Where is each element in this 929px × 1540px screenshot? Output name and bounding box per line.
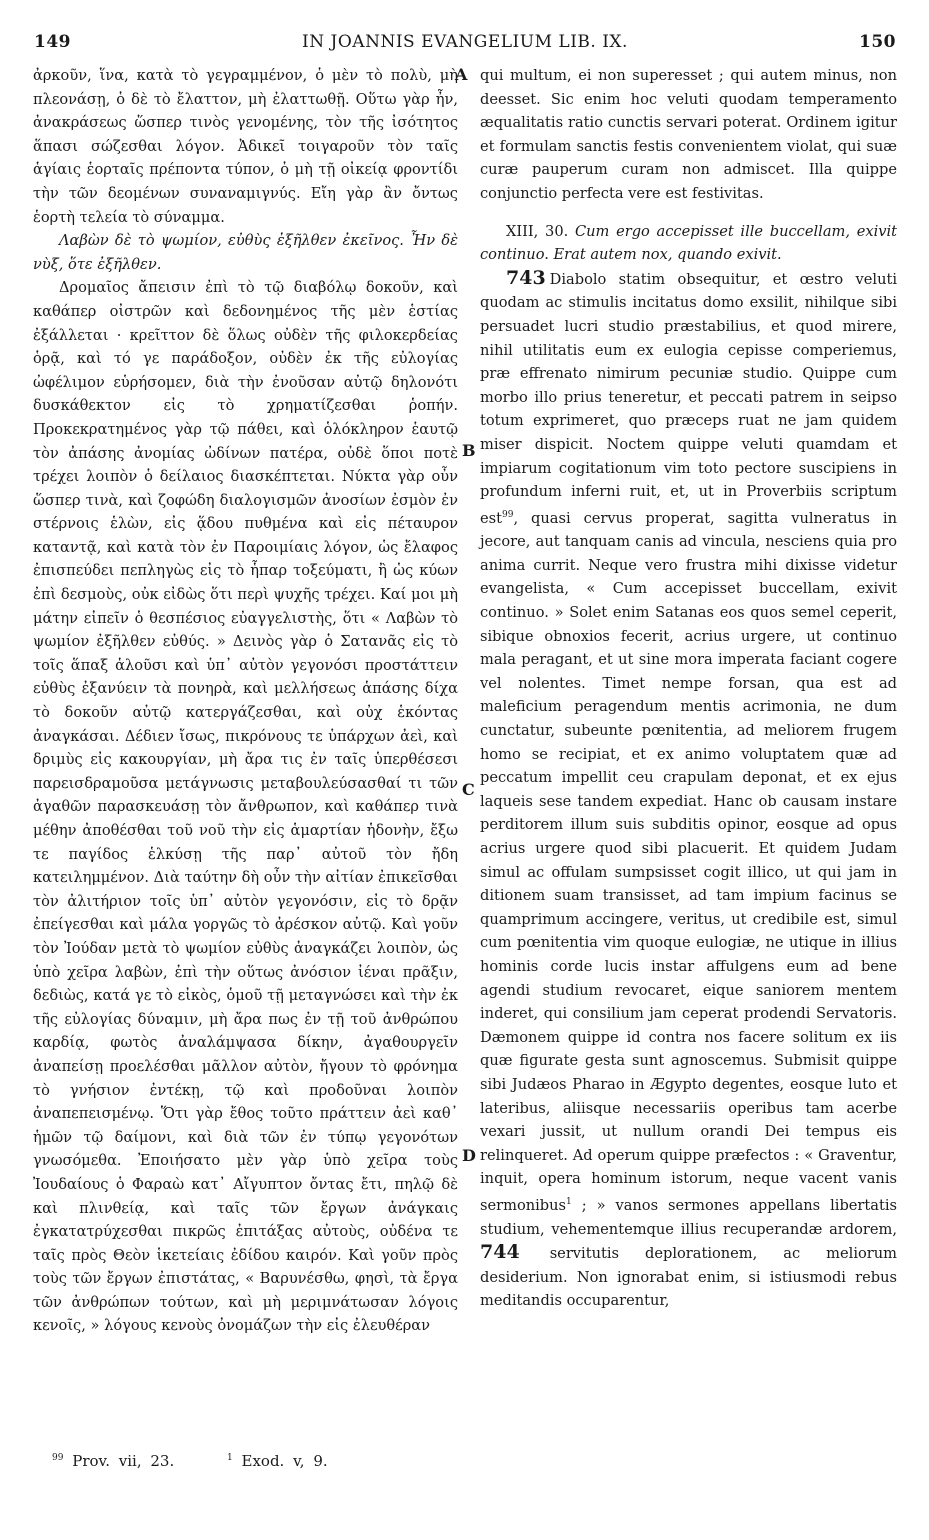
margin-letter-c: C — [462, 780, 475, 799]
latin-lemma — [480, 220, 897, 267]
margin-letter-d: D — [462, 1146, 476, 1165]
footnote-mark: 1 — [227, 1453, 233, 1463]
latin-text: Diabolo statim obsequitur, et œstro veluti quodam ac stimulis incitatus domo exsilit, nihilque sibi persuadet lucri studio præstabilius, et quod mirere, nihil utilitatis eum ex eulogia cepisse comperiemus, præ effrenato nimirum pecuniæ studio. Quippe cum morbo illo prius teneretur, et peccati patrem in seipso totum exprimeret, quo præceps ruat ne jam quidem miser dispicit. Noctem quippe veluti quamdam et impiarum cogitationum vim toto pectore suscipiens in profundum inferni ruit, et, ut in Proverbiis scriptum est — [480, 270, 897, 527]
column-number-744: 744 — [480, 1241, 520, 1264]
latin-paragraph: qui multum, ei non superesset ; qui autem minus, non deesset. Sic enim hoc veluti quodam temperamento æqualitatis ratio cunctis servari poterat. Ordinem igitur et formulam sanctis festis convenientem violat, qui suæ curæ pauperum curam non admiscet. Illa quippe conjunctio perfecta vere est festivitas. — [480, 67, 897, 202]
page-number-left: 149 — [34, 32, 71, 52]
margin-letter-a: A — [455, 65, 468, 84]
footnote-ref: 99 — [502, 509, 514, 520]
footnote-text: Exod. v, 9. — [241, 1452, 328, 1470]
latin-paragraph — [480, 267, 897, 1313]
greek-paragraph: ἀρκοῦν, ἵνα, κατὰ τὸ γεγραμμένον, ὁ μὲν τὸ πολὺ, μὴ πλεονάσῃ, ὁ δὲ τὸ ἔλαττον, μὴ ἐλαττωθῇ. Οὕτω γὰρ ἦν, ἀνακράσεως ὥσπερ τινὸς γενομένης, τὸν τῆς ἰσότητος ἅπασι σώζεσθαι λόγον. Ἀδικεῖ τοιγαροῦν τὸν ταῖς ἁγίαις ἑορταῖς πρέποντα τύπον, ὁ μὴ τῇ οἰκείᾳ φροντίδι τὴν τῶν δεομένων συναναμιγνύς. Εἴη γὰρ ἂν ὄντως ἑορτὴ τελεία τὸ σύναμμα. — [33, 67, 458, 226]
margin-letter-b: B — [462, 441, 476, 460]
latin-text: ; » vanos sermones appellans libertatis studium, vehementemque illius recuperandæ ardorem, — [480, 1196, 897, 1238]
footnote-1 — [52, 1452, 196, 1470]
lemma-reference: XIII, 30. — [506, 222, 569, 240]
column-number-743: 743 — [506, 266, 546, 289]
greek-column — [33, 64, 458, 1338]
lemma-text: Cum ergo accepisset ille buccellam, exivit continuo. Erat autem nox, quando exivit. — [480, 222, 898, 264]
footnote-text: Prov. vii, 23. — [72, 1452, 175, 1470]
footnotes — [52, 1452, 372, 1470]
latin-text: , quasi cervus properat, sagitta vulneratus in jecore, aut tanquam canis ad vincula, nesciens quia pro anima currit. Neque vero frustra mihi dixisse videtur evangelista, « Cum accepisset buccellam, exivit continuo. » Solet enim Satanas eos quos semel ceperit, sibique obnoxios fecerit, acrius urgere, ut continuo mala peragant, et ut sine mora imperata faciant cogere vel nolentes. Timet nempe forsan, qua est ad maleficium peragendum mentis acrimonia, ne dum cunctatur, subeunte pœnitentia, ad meliorem frugem homo se recipiat, et ex animo voluptatem quæ ad peccatum impellit ceu crapulam deponat, et ex ejus laqueis sese tandem expediat. Hanc ob causam instare perditorem illum suis subditis opinor, eosque ad opus acrius urgere quod sibi placuerit. Et quidem Judam simul ac offulam sumpsisset cogit illico, ut qui jam in ditionem suam transisset, ad tam impium facinus se quamprimum accingere, veritus, ut credibile est, simul cum pœnitentia vim quoque eulogiæ, ne utique in illius hominis corde lucis instar affulgens eum ad bene agendi studium revocaret, eique saniorem mentem inderet, qui consilium jam ceperat prodendi Servatoris. Dæmonem quippe id contra nos facere solitum ex iis quæ figurate gesta sunt agnoscemus. Submisit quippe sibi Judæos Pharao in Ægypto degentes, eosque luto et lateribus, aliisque necessariis operibus tam acerbe vexari jussit, ut nullum orandi Dei tempus eis relinqueret. Ad operum quippe præfectos : « Graventur, inquit, opera hominum istorum, neque vacent vanis sermonibus — [480, 509, 897, 1214]
footnote-2 — [227, 1452, 350, 1470]
page-number-right: 150 — [859, 32, 896, 52]
greek-paragraph: Δρομαῖος ἄπεισιν ἐπὶ τὸ τῷ διαβόλῳ δοκοῦν, καὶ καθάπερ οἰστρῶν καὶ δεδονημένος τῆς μὲν ἑστίας ἐξάλλεται · κρεῖττον δὲ ὅλως οὐδὲν τῆς φιλοκερδείας ὁρᾷ, καὶ τό γε παράδοξον, οὐδὲν ἐκ τῆς εὐλογίας ὠφέλιμον εὑρήσομεν, διὰ τὴν ἐνοῦσαν αὐτῷ δηλονότι δυσκάθεκτον εἰς τὸ χρηματίζεσθαι ῥοπήν. Προκεκρατημένος γὰρ τῷ πάθει, καὶ ὁλόκληρον ἑαυτῷ τὸν ἀπάσης ἀνομίας ὠδίνων πατέρα, οὐδὲ ὅποι ποτὲ τρέχει λοιπὸν ὁ δείλαιος διασκέπτεται. Νύκτα γὰρ οὖν ὥσπερ τινὰ, καὶ ζοφώδη διαλογισμῶν ἀνοσίων ἐσμὸν ἐν στέρνοις ἑλὼν, εἰς ᾅδου πυθμένα καὶ εἰς πέταυρον καταντᾷ, καὶ κατὰ τὸν ἐν Παροιμίαις λόγον, ὡς ἔλαφος ἐπισπεύδει πεπληγὼς εἰς τὸ ἧπαρ τοξεύματι, ἢ ὡς κύων ἐπὶ δεσμοὺς, οὐκ εἰδὼς ὅτι περὶ ψυχῆς τρέχει. Καί μοι μὴ μάτην εἰπεῖν ὁ θεσπέσιος εὐαγγελιστὴς, ὅτι « Λαβὼν τὸ ψωμίον ἐξῆλθεν εὐθύς. » Δεινὸς γὰρ ὁ Σατανᾶς εἰς τὸ τοῖς ἅπαξ ἁλοῦσι καὶ ὑπ᾽ αὐτὸν γεγονόσι προστάττειν εὐθὺς ἐξανύειν τὰ πονηρὰ, καὶ μελλήσεως ἁπάσης δίχα τὸ δοκοῦν αὐτῷ κατεργάζεσθαι, καὶ οὐχ ἑκόντας ἀναγκάσαι. Δέδιεν ἴσως, πικρόνους τε ὑπάρχων ἀεὶ, καὶ δριμὺς εἰς κακουργίαν, μὴ ἄρα τις ἐν ταῖς ὑπερθέσεσι παρεισδραμοῦσα μετάγνωσις μεταβουλεύσασθαί τι τῶν ἀγαθῶν παρασκευάσῃ τὸν ἄνθρωπον, καὶ καθάπερ τινὰ μέθην ἀποθέσθαι τοῦ νοῦ τὴν εἰς ἁμαρτίαν ἡδονὴν, ἔξω τε παγίδος ἑλκύσῃ τῆς παρ᾽ αὐτοῦ τὸν ἤδη κατειλημμένον. Διὰ ταύτην δὴ οὖν τὴν αἰτίαν ἐπικεῖσθαι τὸν ἀλιτήριον τοῖς ὑπ᾽ αὐτὸν γεγονόσιν, εἰς τὸ δρᾷν ἐπείγεσθαι καὶ μάλα γοργῶς τὸ ἀρέσκον αὐτῷ. Καὶ γοῦν τὸν Ἰούδαν μετὰ τὸ ψωμίον εὐθὺς ἀναγκάζει λοιπὸν, ὡς ὑπὸ χεῖρα λαβὼν, ἐπὶ τὴν οὕτως ἀνόσιον ἰέναι πρᾶξιν, δεδιὼς, κατά γε τὸ εἰκὸς, ὁμοῦ τῇ μεταγνώσει καὶ τὴν ἐκ τῆς εὐλογίας δύναμιν, μὴ ἄρα πως ἐν τῇ τοῦ ἀνθρώπου καρδίᾳ, φωτὸς ἀναλάμψασα δίκην, ἀγαθουργεῖν ἀναπείσῃ προελέσθαι μᾶλλον αὐτὸν, ἤγουν τὸ φρόνημα τὸ γνήσιον ἐντέκῃ, τῷ καὶ προδοῦναι λοιπὸν ἀναπεπεισμένῳ. Ὅτι γὰρ ἔθος τοῦτο πράττειν ἀεὶ καθ᾽ ἡμῶν τῷ δαίμονι, καὶ διὰ τῶν ἐν τύπῳ γεγονότων γνωσόμεθα. Ἐποιήσατο μὲν γὰρ ὑπὸ χεῖρα τοὺς Ἰουδαίους ὁ Φαραὼ κατ᾽ Αἴγυπτον ὄντας ἔτι, πηλῷ δὲ καὶ πλινθείᾳ, καὶ ταῖς τῶν ἔργων ἀνάγκαις ἐγκατατρύχεσθαι πικρῶς ἐπιτάξας αὐτοὺς, οὐδένα τε ταῖς πρὸς Θεὸν ἱκετείαις ἐδίδου καιρόν. Καὶ γοῦν πρὸς τοὺς τῶν ἔργων ἐπιστάτας, « Βαρυνέσθω, φησὶ, τὰ ἔργα τῶν ἀνθρώπων τούτων, καὶ μὴ μεριμνάτωσαν λόγοις κενοῖς, » λόγους κενοὺς ὀνομάζων τὴν εἰς ἐλευθέραν — [33, 279, 458, 1335]
running-title: IN JOANNIS EVANGELIUM LIB. IX. — [302, 32, 628, 52]
latin-column — [480, 64, 897, 1313]
footnote-mark: 99 — [52, 1453, 64, 1463]
latin-text: servitutis deplorationem, ac meliorum desiderium. Non ignorabat enim, si istiusmodi rebus meditandis occuparentur, — [480, 1245, 897, 1310]
greek-lemma: Λαβὼν δὲ τὸ ψωμίον, εὐθὺς ἐξῆλθεν ἐκεῖνος. Ἦν δὲ νὺξ, ὅτε ἐξῆλθεν. — [33, 232, 458, 273]
footnote-ref: 1 — [566, 1196, 572, 1207]
running-header — [34, 32, 896, 54]
